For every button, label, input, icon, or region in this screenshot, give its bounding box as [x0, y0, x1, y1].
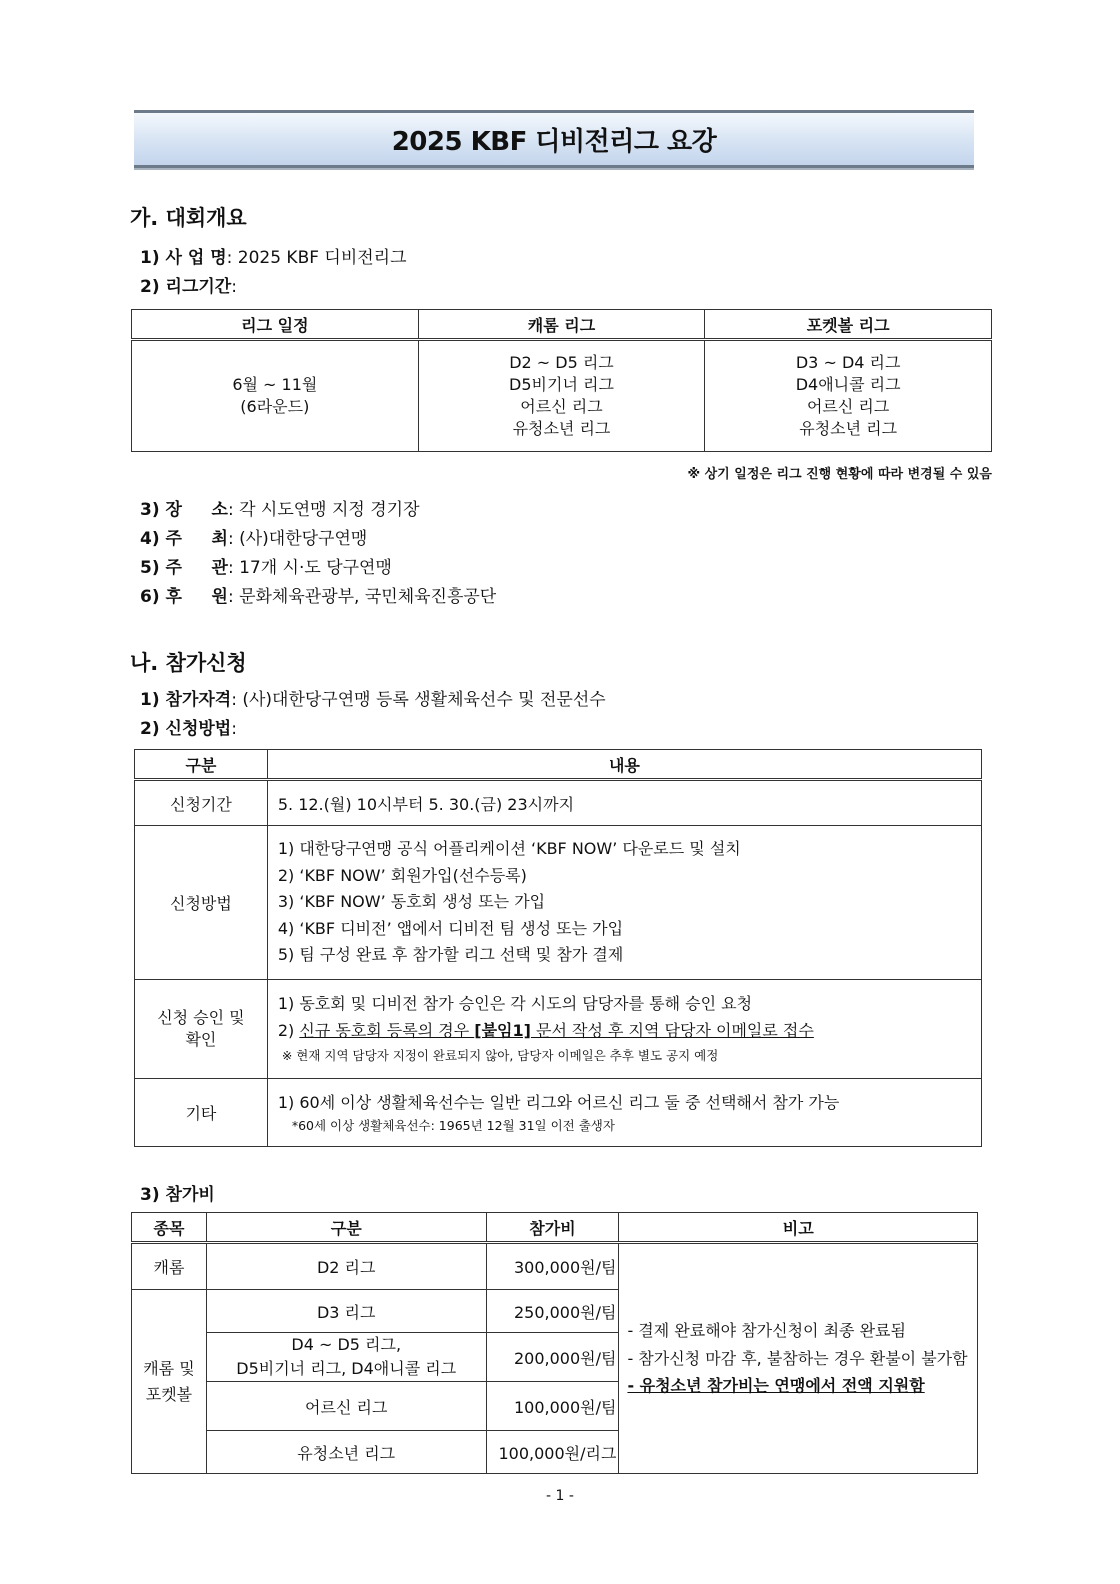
approval-content-cell — [267, 980, 981, 1079]
fee-division: 유청소년 리그 — [206, 1431, 486, 1474]
carom-league-item: 유청소년 리그 — [512, 419, 611, 438]
application-steps-cell — [267, 826, 981, 980]
fee-heading: 3) 참가비 — [140, 1185, 215, 1205]
application-method-colon: : — [231, 719, 237, 739]
fee-division: D2 리그 — [206, 1243, 486, 1290]
fee-division: 어르신 리그 — [206, 1382, 486, 1431]
approval-item-1: 1) 동호회 및 디비전 참가 승인은 각 시도의 담당자를 통해 승인 요청 — [277, 994, 753, 1013]
fee-amount: 300,000원/팀 — [486, 1243, 619, 1290]
business-name-line — [140, 243, 407, 268]
fee-amount: 200,000원/팀 — [486, 1333, 619, 1382]
schedule-pocket-cell — [705, 340, 992, 452]
fee-header-sport: 종목 — [132, 1213, 207, 1243]
eligibility-line — [140, 685, 606, 710]
eligibility-value: : (사)대한당구연맹 등록 생활체육선수 및 전문선수 — [231, 690, 606, 710]
schedule-header-carom: 캐롬 리그 — [418, 310, 705, 340]
application-step: 4) ‘KBF 디비전’ 앱에서 디비전 팀 생성 또는 가입 — [277, 918, 624, 938]
attachment-ref: [붙임1] — [474, 1021, 531, 1040]
fee-sport-carom-pocket-line1: 캐롬 및 — [143, 1358, 195, 1378]
schedule-header-period: 리그 일정 — [132, 310, 419, 340]
fee-sport-carom-pocket — [132, 1290, 207, 1474]
pocket-league-item: 어르신 리그 — [806, 397, 890, 416]
host-value: : (사)대한당구연맹 — [227, 529, 368, 549]
schedule-period-rounds: (6라운드) — [240, 397, 310, 416]
schedule-carom-cell — [418, 340, 705, 452]
fee-remark: - 결제 완료해야 참가신청이 최종 완료됨 — [627, 1321, 906, 1341]
venue-value: : 각 시도연맹 지정 경기장 — [227, 500, 420, 520]
pocket-league-item: 유청소년 리그 — [799, 419, 898, 438]
approval-note: ※ 현재 지역 담당자 지정이 완료되지 않아, 담당자 이메일은 추후 별도 공지 예정 — [281, 1048, 719, 1063]
fee-amount: 100,000원/리그 — [486, 1431, 619, 1474]
application-header-content: 내용 — [267, 750, 981, 780]
document-title: 2025 KBF 디비전리그 요강 — [391, 126, 717, 157]
section-a-heading: 가. 대회개요 — [130, 206, 247, 230]
business-name-label: 1) 사 업 명 — [140, 248, 227, 268]
approval-item-2 — [278, 1017, 981, 1044]
schedule-change-note: ※ 상기 일정은 리그 진행 현황에 따라 변경될 수 있음 — [687, 467, 992, 482]
schedule-period-months: 6월 ~ 11월 — [232, 375, 318, 394]
application-method-line — [140, 714, 237, 739]
sponsor-line — [140, 582, 496, 607]
venue-label: 3) 장 소 — [140, 500, 228, 520]
league-period-label: 2) 리그기간 — [140, 277, 232, 297]
fee-amount: 100,000원/팀 — [486, 1382, 619, 1431]
approval-label-line1: 신청 승인 및 — [157, 1008, 245, 1027]
fee-heading-line — [140, 1180, 215, 1205]
fee-division: D3 리그 — [206, 1290, 486, 1333]
application-step: 3) ‘KBF NOW’ 동호회 생성 또는 가입 — [277, 892, 546, 912]
etc-label: 기타 — [135, 1079, 268, 1147]
fee-header-remarks: 비고 — [619, 1213, 978, 1243]
application-header-category: 구분 — [135, 750, 268, 780]
etc-content-cell — [267, 1079, 981, 1147]
application-table — [134, 749, 982, 1147]
carom-league-item: D5비기너 리그 — [509, 375, 614, 394]
page-number: - 1 - — [546, 1488, 574, 1504]
application-step: 2) ‘KBF NOW’ 회원가입(선수등록) — [277, 865, 527, 885]
document-title-banner — [134, 110, 974, 168]
sponsor-value: : 문화체육관광부, 국민체육진흥공단 — [227, 587, 497, 607]
league-period-colon: : — [231, 277, 237, 297]
fee-remark: - 참가신청 마감 후, 불참하는 경우 환불이 불가함 — [627, 1348, 968, 1368]
fee-division-line2: D5비기너 리그, D4애니콜 리그 — [236, 1359, 457, 1378]
application-period-label: 신청기간 — [135, 780, 268, 826]
schedule-period-cell — [132, 340, 419, 452]
etc-note: *60세 이상 생활체육선수: 1965년 12월 31일 이전 출생자 — [291, 1118, 615, 1133]
approval-label-line2: 확인 — [185, 1030, 217, 1049]
pocket-league-item: D3 ~ D4 리그 — [795, 353, 901, 372]
application-period-value: 5. 12.(월) 10시부터 5. 30.(금) 23시까지 — [267, 780, 981, 826]
approval-label-cell — [135, 980, 268, 1079]
eligibility-label: 1) 참가자격 — [140, 690, 232, 710]
application-step: 1) 대한당구연맹 공식 어플리케이션 ‘KBF NOW’ 다운로드 및 설치 — [277, 839, 741, 859]
approval-item-2-text-c: 문서 작성 후 지역 담당자 이메일로 접수 — [530, 1021, 814, 1040]
organizer-label: 5) 주 관 — [140, 558, 228, 578]
schedule-header-pocket: 포켓볼 리그 — [705, 310, 992, 340]
fee-remarks-cell — [619, 1243, 978, 1474]
fee-remark-youth: - 유청소년 참가비는 연맹에서 전액 지원함 — [627, 1376, 925, 1396]
fee-amount: 250,000원/팀 — [486, 1290, 619, 1333]
carom-league-item: 어르신 리그 — [520, 397, 603, 416]
organizer-line — [140, 553, 392, 578]
application-method-label: 2) 신청방법 — [140, 719, 232, 739]
fee-division-multi — [206, 1333, 486, 1382]
league-period-line — [140, 272, 237, 297]
approval-item-2-prefix: 2) — [277, 1021, 300, 1040]
section-b-heading: 나. 참가신청 — [130, 651, 247, 675]
host-label: 4) 주 최 — [140, 529, 228, 549]
approval-item-2-text-a: 신규 동호회 등록의 경우 — [299, 1021, 475, 1040]
application-step: 5) 팀 구성 완료 후 참가할 리그 선택 및 참가 결제 — [277, 945, 624, 965]
host-line — [140, 524, 367, 549]
etc-item-1: 1) 60세 이상 생활체육선수는 일반 리그와 어르신 리그 둘 중 선택해서 참가 가능 — [277, 1093, 840, 1112]
venue-line — [140, 495, 420, 520]
carom-league-item: D2 ~ D5 리그 — [509, 353, 614, 372]
fee-header-fee: 참가비 — [486, 1213, 619, 1243]
fee-division-line1: D4 ~ D5 리그, — [291, 1335, 402, 1354]
application-method-cell-label: 신청방법 — [135, 826, 268, 980]
business-name-value: : 2025 KBF 디비전리그 — [226, 248, 407, 268]
sponsor-label: 6) 후 원 — [140, 587, 228, 607]
fee-sport-carom: 캐롬 — [132, 1243, 207, 1290]
schedule-table — [131, 309, 992, 452]
pocket-league-item: D4애니콜 리그 — [795, 375, 901, 394]
fee-header-division: 구분 — [206, 1213, 486, 1243]
fee-sport-carom-pocket-line2: 포켓볼 — [145, 1384, 193, 1404]
organizer-value: : 17개 시·도 당구연맹 — [227, 558, 392, 578]
fee-table — [131, 1212, 978, 1474]
